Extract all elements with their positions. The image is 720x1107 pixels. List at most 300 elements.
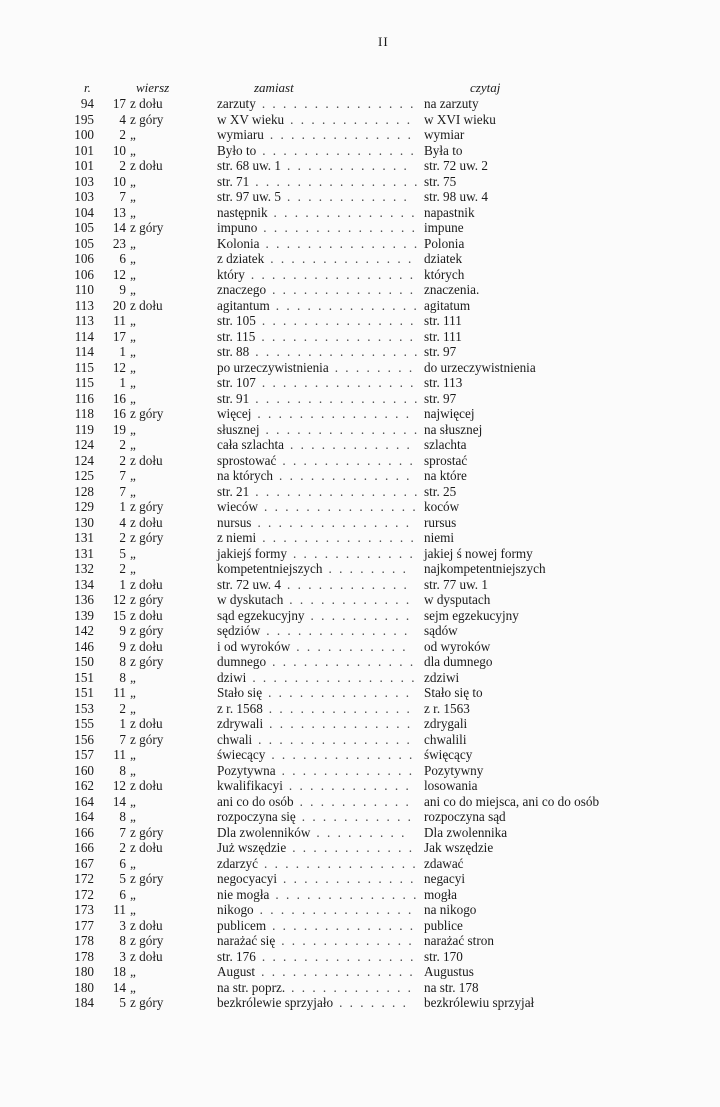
errata-line-number: 13 [112, 204, 126, 220]
errata-direction: z dołu [130, 716, 163, 731]
errata-line-number: 11 [113, 313, 126, 328]
leader-dots: . . . . . . . . . . . . . . [275, 297, 419, 313]
errata-direction: z góry [130, 824, 164, 840]
leader-dots: . . . . . . . . . . . . [292, 840, 415, 855]
leader-dots: . . . . . . . . . . . . . . . [257, 406, 412, 421]
leader-dots: . . . . . . . . . . . . . . . . [250, 266, 416, 282]
errata-correct-text: str. 77 uw. 1 [424, 576, 488, 592]
errata-wrong-text: więcej [217, 406, 252, 421]
leader-dots: . . . . . . . . . . . . . . . [263, 220, 417, 235]
errata-line-number: 2 [119, 158, 126, 173]
leader-dots: . . . . . . . . . . . . . . . [261, 948, 416, 964]
errata-line-number: 1 [119, 716, 126, 731]
leader-dots: . . . . . . . . . . . . . . [266, 623, 410, 638]
errata-line-number: 2 [119, 452, 126, 468]
errata-row [0, 499, 720, 515]
errata-correct-text: których [424, 266, 465, 282]
errata-row [0, 701, 720, 717]
errata-wrong-text: cała szlachta [217, 437, 284, 452]
errata-page-number: 132 [74, 561, 94, 576]
errata-wrong-text: str. 176 [217, 948, 256, 964]
errata-row [0, 205, 720, 221]
errata-wrong-text: str. 68 uw. 1 [217, 158, 281, 173]
errata-page-number: 178 [74, 933, 94, 948]
errata-direction: „ [130, 142, 136, 158]
errata-row [0, 220, 720, 236]
errata-header [0, 80, 720, 96]
errata-row [0, 189, 720, 205]
errata-wrong-text: Stało się [217, 685, 263, 700]
errata-line-number: 7 [119, 468, 126, 483]
errata-direction: z dołu [130, 514, 163, 530]
leader-dots: . . . . . . . . . . . . . [281, 762, 415, 778]
errata-page-number: 103 [74, 173, 94, 189]
leader-dots: . . . . . . . . . . . . . [279, 468, 412, 483]
errata-line-number: 9 [119, 638, 126, 654]
errata-page-number: 101 [74, 142, 94, 158]
errata-correct-text: zdziwi [424, 669, 460, 685]
errata-line-number: 16 [112, 406, 126, 421]
errata-line-number: 2 [119, 437, 126, 452]
errata-line-number: 11 [113, 747, 126, 762]
errata-correct-text: chwalili [424, 731, 467, 747]
errata-row [0, 96, 720, 112]
leader-dots: . . . . . . . . . . . . . . [272, 654, 416, 669]
errata-page-number: 177 [74, 917, 94, 933]
leader-dots: . . . . . . . . . . . . . . [269, 127, 413, 142]
errata-line-number: 3 [119, 948, 126, 964]
errata-wrong-text: który [217, 266, 245, 282]
errata-line-number: 1 [119, 499, 126, 514]
errata-correct-text: napastnik [424, 204, 475, 220]
errata-correct-text: str. 72 uw. 2 [424, 158, 488, 173]
errata-wrong-text: nursus [217, 514, 252, 530]
errata-page-number: 94 [80, 96, 94, 111]
errata-page-number: 104 [74, 204, 94, 220]
errata-line-number: 14 [112, 793, 126, 809]
errata-direction: z dołu [130, 452, 163, 468]
errata-wrong-text: kompetentniejszych [217, 561, 323, 576]
errata-row [0, 949, 720, 965]
errata-correct-text: najkompetentniejszych [424, 561, 546, 576]
errata-page-number: 134 [74, 576, 94, 592]
errata-direction: z dołu [130, 778, 163, 793]
errata-page-number: 164 [74, 809, 94, 824]
errata-wrong-text: w dyskutach [217, 592, 284, 607]
errata-wrong-text: znaczego [217, 282, 267, 297]
errata-page-number: 118 [74, 406, 94, 421]
leader-dots: . . . . . . . . [334, 359, 415, 375]
errata-row [0, 236, 720, 252]
errata-line-number: 12 [112, 778, 126, 793]
errata-row [0, 902, 720, 918]
errata-row [0, 995, 720, 1011]
errata-row [0, 437, 720, 453]
errata-direction: z góry [130, 530, 164, 545]
errata-line-number: 9 [119, 623, 126, 638]
header-wrong-col: zamiast [254, 80, 294, 95]
errata-line-number: 5 [119, 871, 126, 886]
errata-wrong-text: dziwi [217, 669, 247, 685]
errata-line-number: 10 [112, 142, 126, 158]
errata-wrong-text: Kolonia [217, 235, 260, 251]
errata-wrong-text: po urzeczywistnienia [217, 359, 329, 375]
header-page-col: r. [84, 80, 91, 95]
errata-correct-text: str. 75 [424, 173, 457, 189]
errata-wrong-text: Było to [217, 142, 257, 158]
leader-dots: . . . . . . . . . . . . [289, 592, 412, 607]
errata-page-number: 106 [74, 251, 94, 266]
errata-correct-text: str. 25 [424, 483, 457, 499]
errata-page-number: 113 [74, 313, 94, 328]
errata-correct-text: szlachta [424, 437, 467, 452]
errata-wrong-text: str. 107 [217, 375, 256, 390]
leader-dots: . . . . . . . . . . . . . [281, 933, 414, 948]
errata-page-number: 164 [74, 793, 94, 809]
leader-dots: . . . . . . . . . . . [301, 809, 413, 824]
errata-line-number: 9 [119, 282, 126, 297]
errata-wrong-text: z niemi [217, 530, 257, 545]
errata-page-number: 178 [74, 948, 94, 964]
errata-line-number: 3 [119, 917, 126, 933]
errata-page-number: 115 [74, 359, 94, 375]
errata-direction: „ [130, 189, 136, 204]
errata-correct-text: na nikogo [424, 902, 477, 917]
errata-row [0, 933, 720, 949]
errata-row [0, 561, 720, 577]
errata-row [0, 763, 720, 779]
errata-correct-text: znaczenia. [424, 282, 480, 297]
errata-page-number: 119 [74, 421, 94, 437]
leader-dots: . . . . . . . . . . . . . . . [261, 964, 415, 979]
leader-dots: . . . . . . . . . . . . [292, 545, 415, 561]
errata-wrong-text: w XV wieku [217, 111, 285, 127]
leader-dots: . . . . . . . . . . [310, 607, 412, 623]
leader-dots: . . . . . . . . . . . . . . [273, 204, 417, 220]
errata-row [0, 127, 720, 143]
errata-page-number: 130 [74, 514, 94, 530]
errata-page-number: 146 [74, 638, 94, 654]
errata-correct-text: dla dumnego [424, 654, 493, 669]
leader-dots: . . . . . . . . . . . . [290, 437, 412, 452]
errata-page-number: 195 [74, 111, 94, 127]
errata-direction: „ [130, 855, 136, 871]
errata-line-number: 5 [119, 995, 126, 1010]
errata-correct-text: narażać stron [424, 933, 494, 948]
errata-correct-text: z r. 1563 [424, 700, 470, 716]
errata-direction: „ [130, 700, 136, 716]
errata-row [0, 484, 720, 500]
errata-wrong-text: str. 97 uw. 5 [217, 189, 281, 204]
errata-wrong-text: zarzuty [217, 96, 256, 111]
errata-page-number: 142 [74, 623, 94, 638]
errata-correct-text: Polonia [424, 235, 465, 251]
errata-line-number: 11 [113, 902, 126, 917]
errata-direction: „ [130, 669, 136, 685]
leader-dots: . . . . . . . . . . . . [287, 158, 409, 173]
errata-line-number: 16 [112, 390, 126, 406]
errata-direction: „ [130, 204, 136, 220]
errata-row [0, 267, 720, 283]
errata-direction: z góry [130, 995, 164, 1010]
errata-row [0, 794, 720, 810]
leader-dots: . . . . . . . . . . . . . . . [258, 731, 412, 747]
errata-wrong-text: str. 71 [217, 173, 250, 189]
errata-row [0, 732, 720, 748]
errata-row [0, 313, 720, 329]
leader-dots: . . . . . . . . . . . [299, 793, 411, 809]
errata-line-number: 2 [119, 840, 126, 855]
errata-direction: „ [130, 344, 136, 359]
leader-dots: . . . . . . . . . . . . . . . . [255, 483, 420, 499]
leader-dots: . . . . . . . . . . . . . . . . [255, 173, 420, 189]
leader-dots: . . . . . . . . . . . . . [282, 452, 415, 468]
errata-row [0, 468, 720, 484]
errata-direction: „ [130, 235, 136, 251]
errata-line-number: 1 [119, 344, 126, 359]
errata-correct-text: Stało się to [424, 685, 483, 700]
errata-page-number: 116 [74, 390, 94, 406]
errata-line-number: 14 [112, 220, 126, 235]
errata-line-number: 6 [119, 251, 126, 266]
errata-wrong-text: Już wszędzie [217, 840, 287, 855]
errata-direction: z góry [130, 871, 164, 886]
errata-direction: z góry [130, 654, 164, 669]
errata-row [0, 608, 720, 624]
errata-direction: z góry [130, 933, 164, 948]
errata-page-number: 124 [74, 452, 94, 468]
errata-correct-text: do urzeczywistnienia [424, 359, 536, 375]
errata-wrong-text: następnik [217, 204, 268, 220]
errata-correct-text: na słusznej [424, 421, 483, 437]
leader-dots: . . . . . . . . . . . . [290, 111, 412, 127]
errata-direction: z dołu [130, 638, 163, 654]
errata-direction: „ [130, 359, 136, 375]
leader-dots: . . . . . . . . . . . . . . . [264, 855, 418, 871]
errata-wrong-text: nie mogła [217, 886, 270, 902]
errata-wrong-text: na str. poprz. [217, 979, 286, 995]
errata-row [0, 685, 720, 701]
errata-correct-text: w XVI wieku [424, 111, 496, 127]
leader-dots: . . . . . . . . . . . . . . [268, 700, 412, 716]
errata-page-number: 157 [74, 747, 94, 762]
errata-wrong-text: nikogo [217, 902, 254, 917]
errata-line-number: 5 [119, 545, 126, 561]
errata-page-number: 153 [74, 700, 94, 716]
errata-wrong-text: narażać się [217, 933, 276, 948]
header-line-col: wiersz [136, 80, 170, 95]
errata-page-number: 151 [74, 669, 94, 685]
errata-row [0, 840, 720, 856]
errata-correct-text: na zarzuty [424, 96, 479, 111]
errata-direction: „ [130, 437, 136, 452]
errata-row [0, 871, 720, 887]
leader-dots: . . . . . . . . . . . . [291, 979, 413, 995]
errata-direction: „ [130, 747, 136, 762]
errata-direction: z dołu [130, 840, 163, 855]
errata-correct-text: na str. 178 [424, 979, 479, 995]
errata-row [0, 298, 720, 314]
errata-line-number: 23 [112, 235, 126, 251]
errata-direction: z dołu [130, 297, 163, 313]
errata-direction: „ [130, 266, 136, 282]
errata-wrong-text: negocyacyi [217, 871, 278, 886]
errata-wrong-text: agitantum [217, 297, 270, 313]
errata-direction: „ [130, 762, 136, 778]
errata-page-number: 115 [74, 375, 94, 390]
errata-direction: z góry [130, 111, 164, 127]
errata-line-number: 7 [119, 731, 126, 747]
errata-line-number: 2 [119, 127, 126, 142]
errata-page-number: 167 [74, 855, 94, 871]
errata-row [0, 964, 720, 980]
errata-page-number: 160 [74, 762, 94, 778]
errata-wrong-text: dumnego [217, 654, 267, 669]
errata-row [0, 639, 720, 655]
leader-dots: . . . . . . . . . . . . . . . . [255, 390, 420, 406]
errata-correct-text: koców [424, 499, 460, 514]
errata-row [0, 422, 720, 438]
errata-correct-text: Jak wszędzie [424, 840, 494, 855]
errata-wrong-text: wymiaru [217, 127, 264, 142]
errata-correct-text: str. 97 [424, 344, 457, 359]
errata-page-number: 180 [74, 964, 94, 979]
errata-line-number: 6 [119, 886, 126, 902]
errata-wrong-text: i od wyroków [217, 638, 291, 654]
errata-correct-text: zdawać [424, 855, 464, 871]
errata-direction: „ [130, 809, 136, 824]
errata-row [0, 453, 720, 469]
leader-dots: . . . . . . . . . . . . [288, 778, 411, 793]
errata-row [0, 530, 720, 546]
errata-wrong-text: impuno [217, 220, 258, 235]
errata-row [0, 654, 720, 670]
errata-page-number: 125 [74, 468, 94, 483]
errata-line-number: 11 [113, 685, 126, 700]
errata-row [0, 778, 720, 794]
errata-row [0, 251, 720, 267]
leader-dots: . . . . . . . . . . . . . . . [257, 514, 412, 530]
errata-row [0, 809, 720, 825]
errata-row [0, 143, 720, 159]
errata-correct-text: str. 97 [424, 390, 457, 406]
errata-row [0, 158, 720, 174]
errata-line-number: 1 [119, 576, 126, 592]
errata-wrong-text: na których [217, 468, 274, 483]
errata-page-number: 106 [74, 266, 94, 282]
errata-row [0, 825, 720, 841]
errata-page-number: 172 [74, 886, 94, 902]
errata-page-number: 101 [74, 158, 94, 173]
errata-direction: „ [130, 390, 136, 406]
errata-row [0, 887, 720, 903]
errata-page-number: 100 [74, 127, 94, 142]
errata-correct-text: agitatum [424, 297, 471, 313]
errata-correct-text: rozpoczyna sąd [424, 809, 506, 824]
page-number: II [378, 34, 389, 49]
errata-page-number: 162 [74, 778, 94, 793]
errata-direction: „ [130, 421, 136, 437]
errata-correct-text: zdrygali [424, 716, 468, 731]
errata-page-number: 173 [74, 902, 94, 917]
errata-page-number: 166 [74, 824, 94, 840]
errata-page-number: 180 [74, 979, 94, 995]
errata-row [0, 856, 720, 872]
errata-wrong-text: rozpoczyna się [217, 809, 296, 824]
errata-correct-text: sprostać [424, 452, 468, 468]
errata-direction: z dołu [130, 948, 163, 964]
errata-wrong-text: z r. 1568 [217, 700, 263, 716]
errata-wrong-text: str. 88 [217, 344, 250, 359]
leader-dots: . . . . . . . . . . . . . . . [262, 530, 416, 545]
leader-dots: . . . . . . . . . . . . . [283, 871, 416, 886]
errata-page-number: 128 [74, 483, 94, 499]
errata-direction: z góry [130, 220, 164, 235]
errata-page-number: 103 [74, 189, 94, 204]
errata-row [0, 592, 720, 608]
errata-direction: z dołu [130, 96, 163, 111]
leader-dots: . . . . . . . . . . . . . . [272, 282, 416, 297]
leader-dots: . . . . . . . . . . . . . . [272, 917, 416, 933]
errata-direction: „ [130, 313, 136, 328]
errata-correct-text: święcący [424, 747, 473, 762]
leader-dots: . . . . . . . . . . . [296, 638, 408, 654]
errata-correct-text: losowania [424, 778, 478, 793]
errata-line-number: 8 [119, 654, 126, 669]
errata-row [0, 747, 720, 763]
errata-direction: „ [130, 685, 136, 700]
errata-row [0, 623, 720, 639]
leader-dots: . . . . . . . . . . . . . . . [261, 313, 416, 328]
errata-direction: „ [130, 251, 136, 266]
errata-row [0, 406, 720, 422]
errata-line-number: 12 [112, 266, 126, 282]
errata-line-number: 18 [112, 964, 126, 979]
errata-wrong-text: zdarzyć [217, 855, 258, 871]
errata-row [0, 515, 720, 531]
leader-dots: . . . . . . . . . . . . . . . [261, 96, 416, 111]
errata-page-number: 155 [74, 716, 94, 731]
errata-page-number: 113 [74, 297, 94, 313]
errata-correct-text: str. 111 [424, 313, 462, 328]
errata-wrong-text: str. 91 [217, 390, 250, 406]
errata-line-number: 17 [112, 96, 126, 111]
errata-page-number: 136 [74, 592, 94, 607]
errata-page-number: 172 [74, 871, 94, 886]
errata-row [0, 360, 720, 376]
errata-row [0, 344, 720, 360]
errata-direction: „ [130, 964, 136, 979]
errata-line-number: 10 [112, 173, 126, 189]
errata-table [0, 96, 720, 1011]
errata-wrong-text: kwalifikacyi [217, 778, 283, 793]
errata-correct-text: str. 113 [424, 375, 463, 390]
errata-direction: z dołu [130, 158, 163, 173]
errata-page-number: 139 [74, 607, 94, 623]
errata-direction: „ [130, 282, 136, 297]
errata-direction: „ [130, 173, 136, 189]
errata-correct-text: rursus [424, 514, 457, 530]
errata-line-number: 12 [112, 592, 126, 607]
errata-direction: z góry [130, 731, 164, 747]
errata-direction: z góry [130, 406, 164, 421]
errata-wrong-text: str. 21 [217, 483, 250, 499]
leader-dots: . . . . . . . . . [316, 824, 407, 840]
errata-wrong-text: str. 115 [217, 328, 256, 344]
errata-correct-text: Pozytywny [424, 762, 484, 778]
errata-wrong-text: świecący [217, 747, 266, 762]
errata-wrong-text: słusznej [217, 421, 260, 437]
